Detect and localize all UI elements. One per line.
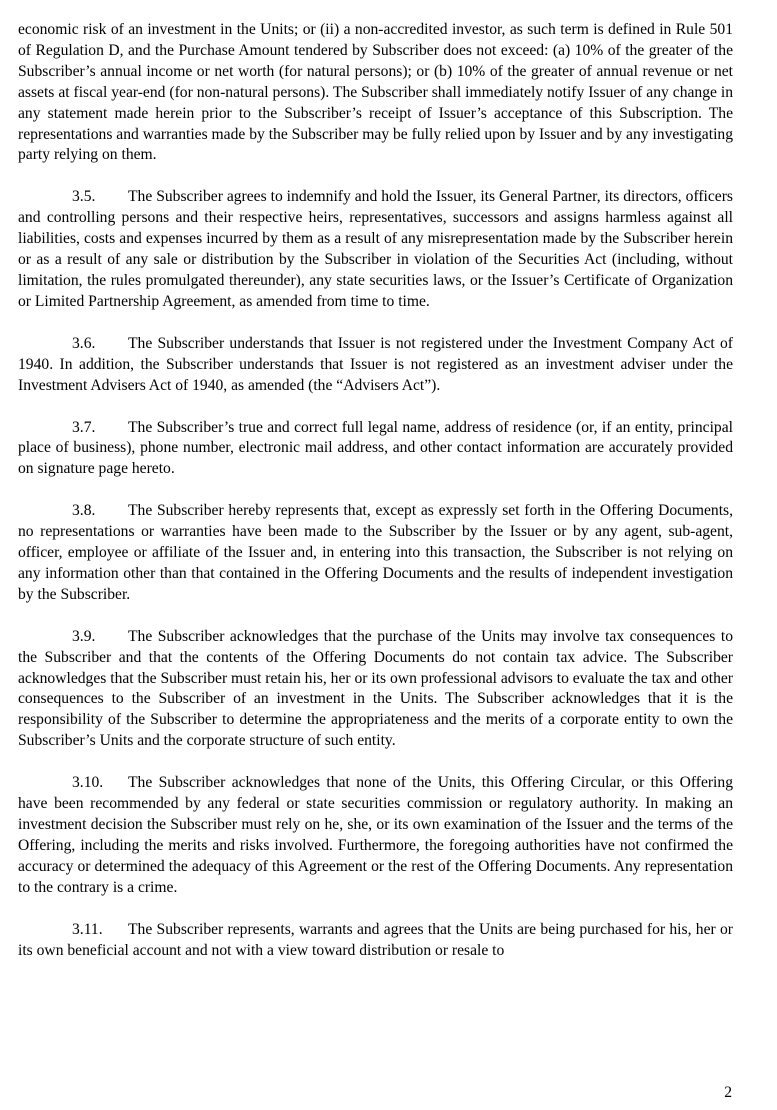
section-3-9 bbox=[18, 627, 733, 752]
paragraph-text: economic risk of an investment in the Units; or (ii) a non-accredited investor, as such term is defined in Rule 501 of Regulation D, and the Purchase Amount tendered by Subscriber does not exceed: (a) 10% of the greater of the Subscriber’s annual income or net worth (for natural persons); or (b) 10% of the greater of annual revenue or net assets at fiscal year-end (for non-natural persons). The Subscriber shall immediately notify Issuer of any change in any statement made herein prior to the Subscriber’s receipt of Issuer’s acceptance of this Subscription. The representations and warranties made by the Subscriber may be fully relied upon by Issuer and by any investigating party relying on them. bbox=[18, 21, 733, 164]
document-page bbox=[18, 20, 733, 961]
section-text: The Subscriber acknowledges that none of the Units, this Offering Circular, or this Offering have been recommended by any federal or state securities commission or regulatory authority. In making an investment decision the Subscriber must rely on he, she, or its own examination of the Issuer and the terms of the Offering, including the merits and risks involved. Furthermore, the foregoing authorities have not confirmed the accuracy or determined the adequacy of this Agreement or the rest of the Offering Documents. Any representation to the contrary is a crime. bbox=[18, 774, 733, 896]
page-number: 2 bbox=[724, 1084, 732, 1101]
section-text: The Subscriber agrees to indemnify and hold the Issuer, its General Partner, its directors, officers and controlling persons and their respective heirs, representatives, successors and assigns harmless against all liabilities, costs and expenses incurred by them as a result of any misrepresentation made by the Subscriber herein or as a result of any sale or distribution by the Subscriber in violation of the Securities Act (including, without limitation, the rules promulgated thereunder), any state securities laws, or the Issuer’s Certificate of Organization or Limited Partnership Agreement, as amended from time to time. bbox=[18, 188, 733, 310]
section-number: 3.5. bbox=[72, 188, 96, 206]
section-3-11 bbox=[18, 920, 733, 962]
continuation-paragraph bbox=[18, 20, 733, 166]
section-3-5 bbox=[18, 187, 733, 312]
section-text: The Subscriber represents, warrants and agrees that the Units are being purchased for his, her or its own beneficial account and not with a view toward distribution or resale to bbox=[18, 920, 733, 959]
section-3-10 bbox=[18, 773, 733, 898]
section-3-6 bbox=[18, 334, 733, 397]
section-3-8 bbox=[18, 501, 733, 606]
section-number: 3.7. bbox=[72, 418, 96, 436]
section-text: The Subscriber’s true and correct full legal name, address of residence (or, if an entity, principal place of business), phone number, electronic mail address, and other contact information are accurately provided on signature page hereto. bbox=[18, 418, 733, 478]
section-number: 3.6. bbox=[72, 334, 96, 352]
section-text: The Subscriber hereby represents that, except as expressly set forth in the Offering Documents, no representations or warranties have been made to the Subscriber by the Issuer or by any agent, sub-agent, officer, employee or affiliate of the Issuer and, in entering into this transaction, the Subscriber is not relying on any information other than that contained in the Offering Documents and the results of independent investigation by the Subscriber. bbox=[18, 502, 733, 603]
section-3-7 bbox=[18, 418, 733, 481]
section-text: The Subscriber understands that Issuer is not registered under the Investment Company Act of 1940. In addition, the Subscriber understands that Issuer is not registered as an investment adviser under the Investment Advisers Act of 1940, as amended (the “Advisers Act”). bbox=[18, 334, 733, 394]
section-number: 3.8. bbox=[72, 502, 96, 520]
section-text: The Subscriber acknowledges that the purchase of the Units may involve tax consequences to the Subscriber and that the contents of the Offering Documents do not contain tax advice. The Subscriber acknowledges that the Subscriber must retain his, her or its own professional advisors to evaluate the tax and other consequences to the Subscriber of an investment in the Units. The Subscriber acknowledges that it is the responsibility of the Subscriber to determine the appropriateness and the merits of a corporate entity to own the Subscriber’s Units and the corporate structure of such entity. bbox=[18, 627, 733, 750]
section-number: 3.10. bbox=[72, 774, 104, 792]
section-number: 3.9. bbox=[72, 627, 96, 645]
section-number: 3.11. bbox=[72, 920, 103, 938]
